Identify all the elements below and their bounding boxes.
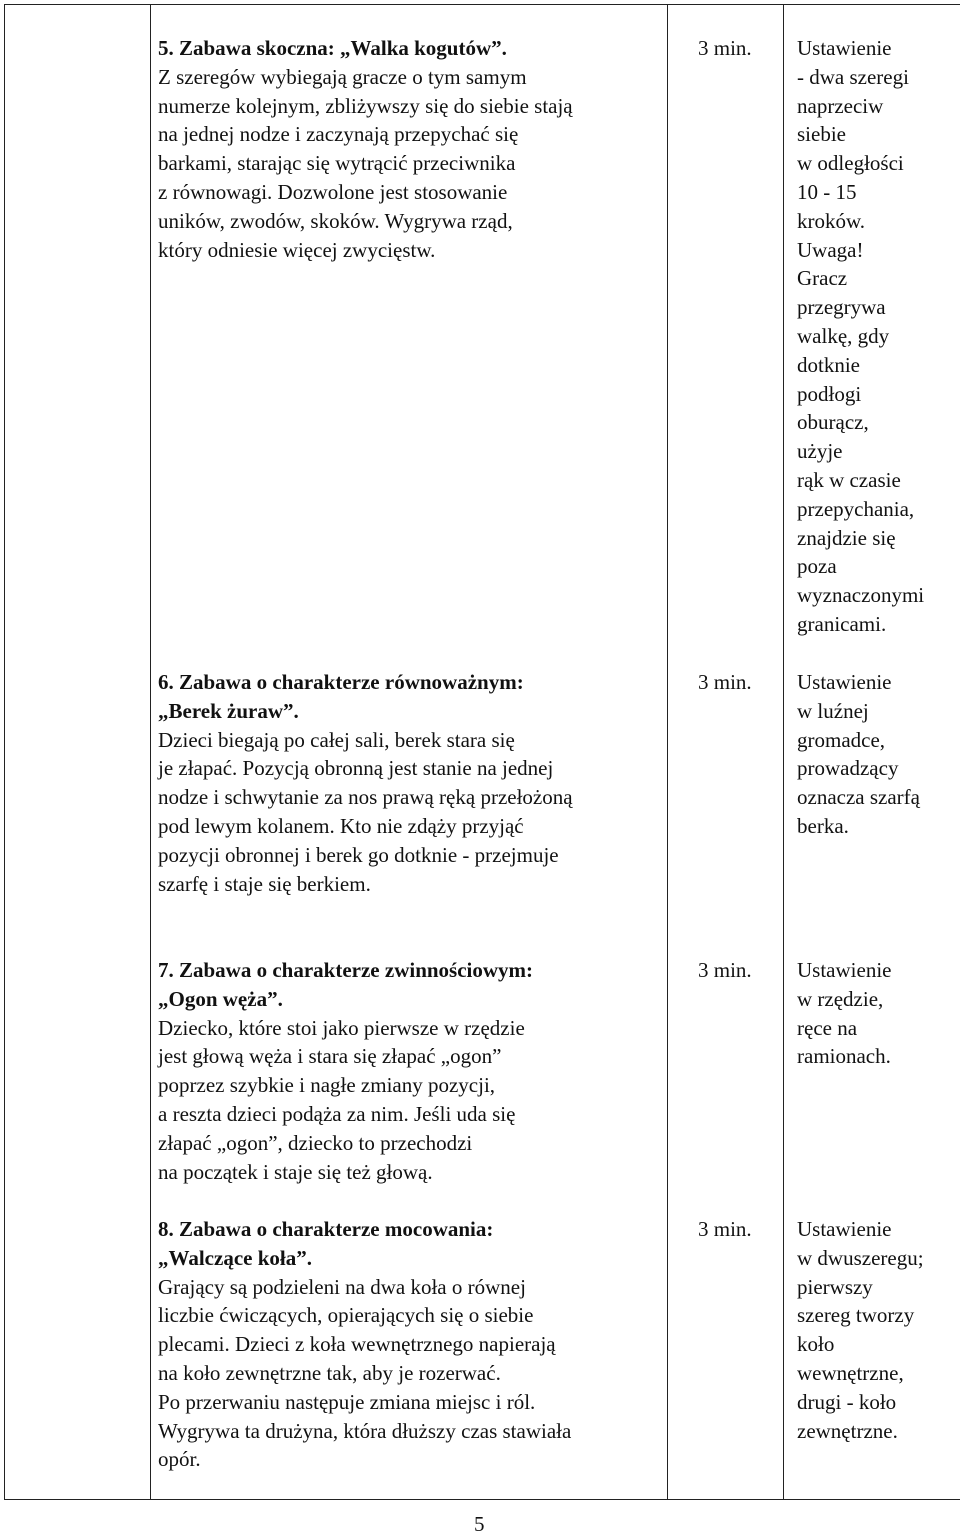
notes-line: granicami. [797,611,887,636]
notes-line: przepychania, [797,496,915,521]
activity-title-line: „Berek żuraw”. [158,698,299,723]
notes-line: w luźnej [797,698,869,723]
activity-body-line: opór. [158,1447,201,1472]
notes-line: podłogi [797,381,862,406]
notes-line: berka. [797,813,849,838]
notes-line: siebie [797,122,846,147]
activity-body-line: złapać „ogon”, dziecko to przechodzi [158,1130,473,1155]
activity-body-line: na jednej nodze i zaczynają przepychać się [158,122,519,147]
notes-line: ramionach. [797,1044,891,1069]
notes-line: wyznaczonymi [797,583,925,608]
notes-line: koło [797,1332,835,1357]
notes-line: naprzeciw [797,93,884,118]
activity-body-line: Dziecko, które stoi jako pierwsze w rzędzie [158,1015,525,1040]
notes-line: w rzędzie, [797,986,884,1011]
activity-5-notes [797,34,924,639]
activity-body-line: je złapać. Pozycją obronną jest stanie na jednej [158,756,554,781]
column-divider [667,4,668,1500]
activity-body-line: na koło zewnętrzne tak, aby je rozerwać. [158,1360,501,1385]
activity-body-line: Po przerwaniu następuje zmiana miejsc i ról. [158,1389,536,1414]
notes-line: pierwszy [797,1274,873,1299]
notes-line: dotknie [797,352,860,377]
activity-body-line: szarfę i staje się berkiem. [158,871,371,896]
activity-body-line: poprzez szybkie i nagłe zmiany pozycji, [158,1073,496,1098]
activity-7-notes [797,956,891,1071]
notes-line: rąk w czasie [797,467,901,492]
column-divider [783,4,784,1500]
activity-6-time: 3 min. [698,670,752,694]
notes-line: Uwaga! [797,237,864,262]
notes-line: 10 - 15 [797,179,857,204]
activity-7-description [158,956,533,1186]
activity-body-line: numerze kolejnym, zbliżywszy się do siebie stają [158,93,573,118]
activity-body-line: na początek i staje się też głową. [158,1159,433,1184]
notes-line: walkę, gdy [797,323,890,348]
notes-line: ręce na [797,1015,858,1040]
activity-body-line: a reszta dzieci podąża za nim. Jeśli uda się [158,1101,516,1126]
activity-body-line: Grający są podzieleni na dwa koła o równej [158,1274,526,1299]
activity-body-line: plecami. Dzieci z koła wewnętrznego napierają [158,1332,556,1357]
notes-line: - dwa szeregi [797,64,909,89]
notes-line: użyje [797,439,843,464]
activity-body-line: Z szeregów wybiegają gracze o tym samym [158,64,527,89]
notes-line: szereg tworzy [797,1303,915,1328]
activity-5-description [158,34,573,264]
notes-line: kroków. [797,208,866,233]
activity-title-line: 5. Zabawa skoczna: „Walka kogutów”. [158,36,507,60]
activity-title-line: 8. Zabawa o charakterze mocowania: [158,1217,494,1241]
activity-8-time: 3 min. [698,1217,752,1241]
activity-8-notes [797,1215,924,1445]
notes-line: Gracz [797,266,848,291]
activity-title-line: 6. Zabawa o charakterze równoważnym: [158,670,524,694]
activity-body-line: uników, zwodów, skoków. Wygrywa rząd, [158,208,513,233]
activity-6-notes [797,668,920,841]
activity-6-description [158,668,573,898]
notes-line: drugi - koło [797,1389,897,1414]
notes-line: gromadce, [797,727,886,752]
activity-7-time: 3 min. [698,958,752,982]
notes-line: w odległości [797,151,904,176]
activity-5-time: 3 min. [698,36,752,60]
activity-body-line: który odniesie więcej zwycięstw. [158,237,436,262]
notes-line: w dwuszeregu; [797,1245,924,1270]
activity-body-line: jest głową węża i stara się złapać „ogon” [158,1044,502,1069]
notes-line: oznacza szarfą [797,785,920,810]
notes-line: znajdzie się [797,525,896,550]
activity-title-line: 7. Zabawa o charakterze zwinnościowym: [158,958,534,982]
notes-line: poza [797,554,837,579]
activity-title-line: „Walczące koła”. [158,1245,312,1270]
activity-body-line: barkami, starając się wytrącić przeciwnika [158,151,516,176]
notes-line: oburącz, [797,410,869,435]
activity-body-line: Wygrywa ta drużyna, która dłuższy czas stawiała [158,1418,572,1443]
notes-line: Ustawienie [797,1217,892,1241]
activity-title-line: „Ogon węża”. [158,986,283,1011]
activity-body-line: nodze i schwytanie za nos prawą ręką przełożoną [158,785,573,810]
activity-body-line: pozycji obronnej i berek go dotknie - przejmuje [158,842,559,867]
activity-body-line: z równowagi. Dozwolone jest stosowanie [158,179,508,204]
notes-line: Ustawienie [797,670,892,694]
notes-line: Ustawienie [797,958,892,982]
notes-line: przegrywa [797,295,886,320]
notes-line: Ustawienie [797,36,892,60]
column-divider [150,4,151,1500]
page-number: 5 [474,1512,485,1536]
notes-line: zewnętrzne. [797,1418,898,1443]
activity-body-line: liczbie ćwiczących, opierających się o siebie [158,1303,534,1328]
notes-line: wewnętrzne, [797,1360,904,1385]
activity-body-line: Dzieci biegają po całej sali, berek stara się [158,727,515,752]
activity-8-description [158,1215,571,1474]
notes-line: prowadzący [797,756,899,781]
activity-body-line: pod lewym kolanem. Kto nie zdąży przyjąć [158,813,524,838]
